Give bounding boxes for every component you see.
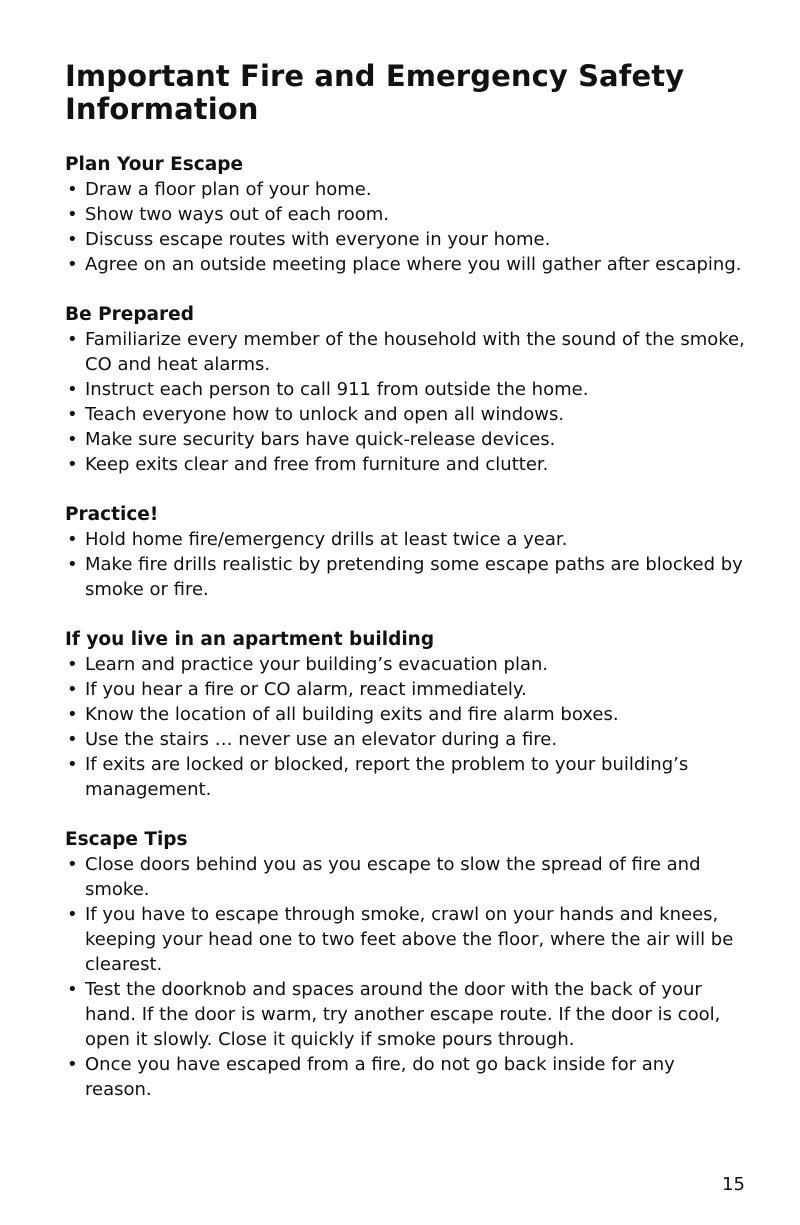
list-item: • Familiarize every member of the household with the sound of the smoke, CO and heat alarms. — [65, 327, 745, 377]
list-item: • Test the doorknob and spaces around the door with the back of your hand. If the door is warm, try another escape route. If the door is cool, open it slowly. Close it quickly if smoke pours through. — [65, 977, 745, 1052]
list-item: • If you have to escape through smoke, crawl on your hands and knees, keeping your head one to two feet above the floor, where the air will be clearest. — [65, 902, 745, 977]
list-item: • Show two ways out of each room. — [65, 202, 745, 227]
list-item: • Make sure security bars have quick-release devices. — [65, 427, 745, 452]
list-item: • Once you have escaped from a fire, do not go back inside for any reason. — [65, 1052, 745, 1102]
list-item: • Learn and practice your building’s evacuation plan. — [65, 652, 745, 677]
list-item: • Use the stairs … never use an elevator during a fire. — [65, 727, 745, 752]
section-heading: Escape Tips — [65, 829, 188, 850]
bullet-list — [65, 527, 745, 602]
page-title: Important Fire and Emergency Safety Information — [65, 59, 685, 126]
section-practice — [65, 502, 745, 602]
section-escape-tips — [65, 827, 745, 1102]
list-item: • Instruct each person to call 911 from outside the home. — [65, 377, 745, 402]
document-page — [65, 60, 745, 1127]
section-be-prepared — [65, 302, 745, 477]
list-item: • If exits are locked or blocked, report the problem to your building’s management. — [65, 752, 745, 802]
list-item: • Close doors behind you as you escape to slow the spread of fire and smoke. — [65, 852, 745, 902]
section-heading: If you live in an apartment building — [65, 629, 435, 650]
list-item: • Hold home fire/emergency drills at least twice a year. — [65, 527, 745, 552]
list-item: • If you hear a fire or CO alarm, react immediately. — [65, 677, 745, 702]
list-item: • Make fire drills realistic by pretending some escape paths are blocked by smoke or fire. — [65, 552, 745, 602]
list-item: • Discuss escape routes with everyone in your home. — [65, 227, 745, 252]
bullet-list — [65, 327, 745, 477]
section-apartment-building — [65, 627, 745, 802]
bullet-list — [65, 177, 745, 277]
section-heading: Practice! — [65, 504, 159, 525]
bullet-list — [65, 652, 745, 802]
section-plan-your-escape — [65, 152, 745, 277]
page-number: 15 — [722, 1174, 745, 1195]
list-item: • Teach everyone how to unlock and open all windows. — [65, 402, 745, 427]
section-heading: Plan Your Escape — [65, 154, 244, 175]
list-item: • Keep exits clear and free from furniture and clutter. — [65, 452, 745, 477]
bullet-list — [65, 852, 745, 1102]
list-item: • Know the location of all building exits and fire alarm boxes. — [65, 702, 745, 727]
list-item: • Draw a floor plan of your home. — [65, 177, 745, 202]
list-item: • Agree on an outside meeting place where you will gather after escaping. — [65, 252, 745, 277]
section-heading: Be Prepared — [65, 304, 194, 325]
